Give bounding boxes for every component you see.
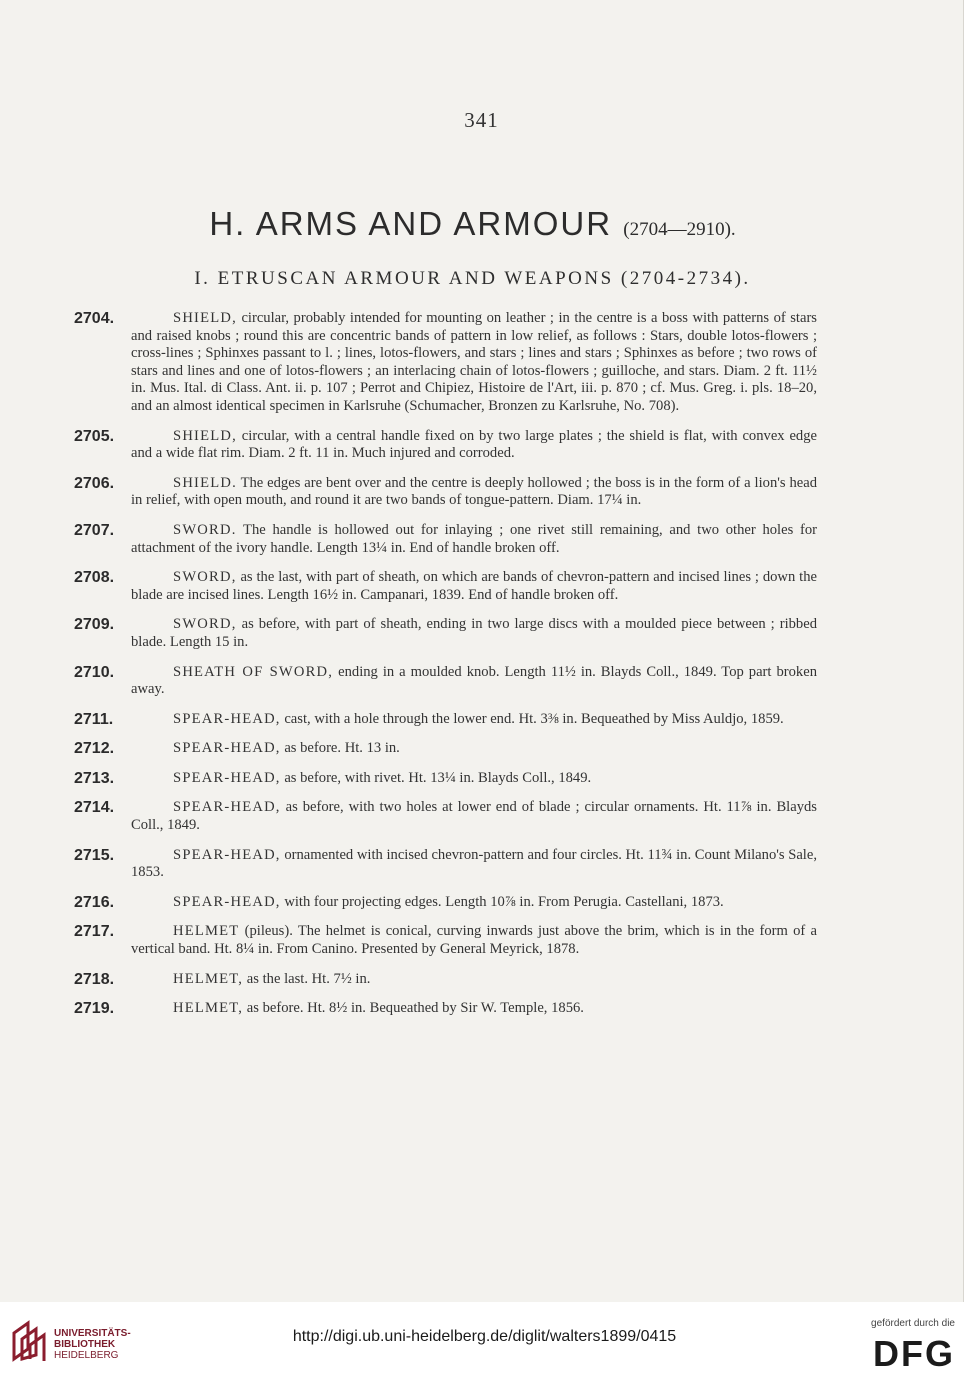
library-name-line: HEIDELBERG — [54, 1350, 119, 1361]
entry-number: 2706. — [74, 474, 115, 492]
entry-number: 2708. — [74, 569, 115, 587]
entry-body: The edges are bent over and the centre is deeply hollowed ; the boss is in the form of a lion's head in relief, with open mouth, and round it are two bands of tongue-pattern. Diam. 17¼ in. — [131, 474, 817, 509]
catalogue-entries — [0, 310, 963, 1030]
entry-number: 2714. — [74, 799, 115, 817]
catalogue-entry — [0, 770, 963, 788]
entry-body: circular, probably intended for mounting on leather ; in the centre is a boss with patterns of stars and raised knobs ; round this are concentric bands of pattern in low relief, as follows : Stars, double lotos-flowers ; cross-lines ; Sphinxes passant to l. ; lines, lotos-flowers, and stars ; lines and stars ; Sphinxes as before ; two rows of stars and lines and one of lotos-flowers ; an interlacing chain of lotos-flowers ; guilloche, and stars. Diam. 2 ft. 11½ in. Mus. Ital. di Class. Ant. ii. p. 107 ; Perrot and Chipiez, Histoire de l'Art, iii. p. 870 ; cf. Mus. Greg. i. pls. 18–20, and an almost identical specimen in Karlsruhe (Schumacher, Bronzen zu Karlsruhe, No. 708). — [131, 310, 817, 414]
entry-description — [131, 894, 817, 912]
page-number: 341 — [464, 108, 499, 132]
entry-body: as the last, with part of sheath, on which are bands of chevron-pattern and incised lines ; down the blade are incised lines. Length 16½ in. Campanari, 1839. End of handle broken off. — [131, 569, 817, 603]
catalogue-entry — [0, 1000, 963, 1018]
entry-heading: HELMET, — [173, 970, 244, 987]
entry-body: (pileus). The helmet is conical, curving inwards just above the brim, which is in the form of a vertical band. Ht. 8¼ in. From Canino. Presented by General Meyrick, 1878. — [131, 923, 817, 958]
entry-body: ornamented with incised chevron-pattern and four circles. Ht. 11¾ in. Count Milano's Sale, 1853. — [131, 846, 817, 881]
entry-heading: SWORD, — [173, 569, 237, 586]
entry-number: 2716. — [74, 893, 115, 911]
entry-body: ending in a moulded knob. Length 11½ in. Blayds Coll., 1849. Top part broken away. — [131, 663, 817, 698]
entry-description — [131, 428, 817, 463]
chapter-title — [0, 205, 945, 243]
entry-number: 2717. — [74, 923, 115, 941]
entry-heading: SHIELD. — [173, 474, 237, 491]
entry-number: 2715. — [74, 846, 115, 864]
entry-number: 2710. — [74, 663, 115, 681]
entry-heading: SPEAR-HEAD, — [173, 893, 281, 910]
entry-description — [131, 847, 817, 882]
catalogue-entry — [0, 522, 963, 557]
entry-number: 2705. — [74, 427, 115, 445]
entry-body: circular, with a central handle fixed on by two large plates ; the shield is flat, with convex edge and a wide flat rim. Diam. 2 ft. 11 in. Much injured and corroded. — [131, 427, 817, 462]
entry-description — [131, 711, 817, 729]
entry-heading: SHEATH OF SWORD, — [173, 663, 334, 680]
entry-heading: SPEAR-HEAD, — [173, 710, 281, 727]
catalogue-entry — [0, 799, 963, 834]
catalogue-entry — [0, 740, 963, 758]
entry-description — [131, 1000, 817, 1018]
catalogue-entry — [0, 711, 963, 729]
entry-heading: SWORD, — [173, 616, 237, 633]
chapter-range: (2704—2910). — [623, 219, 736, 240]
section-title: I. ETRUSCAN ARMOUR AND WEAPONS (2704-2734). — [194, 268, 751, 289]
entry-heading: SPEAR-HEAD, — [173, 740, 281, 757]
entry-number: 2704. — [74, 310, 115, 327]
entry-description — [131, 310, 817, 416]
catalogue-entry — [0, 664, 963, 699]
entry-body: cast, with a hole through the lower end. Ht. 3⅜ in. Bequeathed by Miss Auldjo, 1859. — [284, 710, 784, 727]
entry-description — [131, 664, 817, 699]
entry-description — [131, 770, 817, 788]
entry-description — [131, 799, 817, 834]
dfg-logo: DFG — [873, 1333, 955, 1374]
entry-number: 2712. — [74, 740, 115, 758]
entry-heading: SPEAR-HEAD, — [173, 846, 281, 863]
catalogue-entry — [0, 894, 963, 912]
catalogue-entry — [0, 310, 963, 416]
entry-body: as before, with two holes at lower end of blade ; circular ornaments. Ht. 11⅞ in. Blayds Coll., 1849. — [131, 799, 817, 834]
entry-body: as before. Ht. 8½ in. Bequeathed by Sir W. Temple, 1856. — [246, 1000, 584, 1017]
entry-description — [131, 616, 817, 651]
entry-heading: SHIELD, — [173, 427, 237, 444]
entry-number: 2718. — [74, 970, 115, 988]
entry-description — [131, 971, 817, 989]
library-name-line: UNIVERSITÄTS- — [54, 1328, 131, 1339]
entry-body: as before, with part of sheath, ending in two large discs with a moulded piece between ; ribbed blade. Length 15 in. — [131, 616, 817, 650]
entry-heading: SWORD. — [173, 521, 237, 538]
entry-heading: SHIELD, — [173, 310, 237, 326]
entry-number: 2707. — [74, 521, 115, 539]
catalogue-entry — [0, 971, 963, 989]
catalogue-entry — [0, 428, 963, 463]
entry-heading: HELMET — [173, 923, 240, 940]
entry-number: 2713. — [74, 769, 115, 787]
entry-body: as before. Ht. 13 in. — [284, 740, 400, 757]
viewer-footer — [0, 1302, 969, 1380]
entry-body: as the last. Ht. 7½ in. — [246, 970, 371, 987]
entry-description — [131, 475, 817, 510]
library-name-line: BIBLIOTHEK — [54, 1339, 116, 1350]
permalink-url[interactable]: http://digi.ub.uni-heidelberg.de/diglit/walters1899/0415 — [292, 1328, 677, 1345]
catalogue-entry — [0, 475, 963, 510]
catalogue-entry — [0, 923, 963, 958]
entry-description — [131, 569, 817, 604]
entry-description — [131, 740, 817, 758]
entry-description — [131, 522, 817, 557]
entry-body: with four projecting edges. Length 10⅞ in. From Perugia. Castellani, 1873. — [284, 893, 724, 910]
catalogue-entry — [0, 847, 963, 882]
entry-number: 2709. — [74, 616, 115, 634]
entry-body: as before, with rivet. Ht. 13¼ in. Blayds Coll., 1849. — [284, 769, 592, 786]
entry-heading: SPEAR-HEAD, — [173, 799, 281, 816]
chapter-title-text: H. ARMS AND ARMOUR — [209, 205, 613, 242]
entry-heading: HELMET, — [173, 1000, 244, 1017]
entry-number: 2719. — [74, 1000, 115, 1018]
entry-heading: SPEAR-HEAD, — [173, 769, 281, 786]
entry-body: The handle is hollowed out for inlaying ; one rivet still remaining, and two other holes for attachment of the ivory handle. Length 13¼ in. End of handle broken off. — [131, 521, 818, 556]
entry-description — [131, 923, 817, 958]
catalogue-entry — [0, 569, 963, 604]
funding-note: gefördert durch die — [871, 1318, 955, 1329]
entry-number: 2711. — [74, 710, 114, 728]
catalogue-entry — [0, 616, 963, 651]
